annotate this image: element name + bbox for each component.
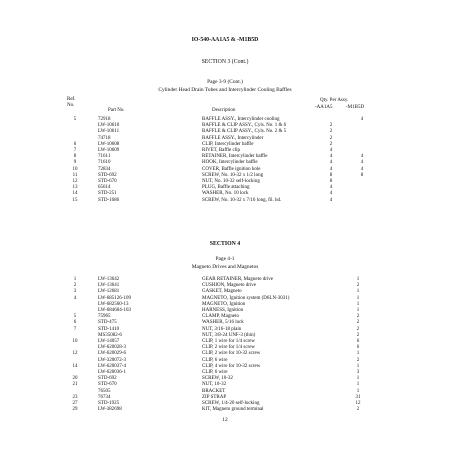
ref-no-cell: 11 [72, 172, 78, 178]
qty-aa1a5-cell: 4 [329, 154, 333, 160]
description-cell: NUT, 3/8-24 UNF-3 (thin) [202, 332, 256, 338]
qty-cell: 1 [356, 289, 360, 295]
part-no-cell: 71611 [98, 154, 111, 160]
qty-cell: 2 [356, 332, 360, 338]
qty-cell: 2 [356, 326, 360, 332]
description-cell: NUT, 3/16-18 plain [202, 326, 242, 332]
part-no-cell: STD-1686 [98, 197, 120, 203]
qty-aa1a5-cell: 2 [329, 141, 333, 147]
qty-cell: 12 [355, 401, 361, 406]
ref-no-cell: 12 [72, 179, 78, 184]
ref-no-cell: 4 [73, 295, 77, 301]
part-no-cell: LW-620036-1 [98, 370, 126, 375]
part-no-cell: LW-10609 [98, 148, 120, 153]
table-row [0, 407, 450, 413]
description-cell: SCREW, No. 10-32 x 7/16 long, fil. hd. [202, 197, 282, 203]
part-no-cell: LW-382698 [98, 407, 122, 413]
column-header-ref-line2: No. [67, 103, 75, 108]
description-cell: HOOK, Intercylinder baffle [202, 160, 258, 166]
ref-no-cell: 6 [73, 320, 77, 326]
description-cell: ZIP STRAP [202, 394, 227, 400]
part-no-cell: LW-10608 [98, 141, 120, 147]
description-cell: CLIP, Intercylinder baffle [202, 141, 254, 147]
column-header-aa1a5: -AA1A5 [315, 105, 333, 110]
ref-no-cell: 3 [73, 289, 77, 295]
qty-m1b5d-cell: 4 [360, 117, 364, 122]
qty-cell: 1 [356, 308, 360, 313]
description-cell: NUT, No. 10-32 self-locking [202, 179, 260, 184]
table-row [0, 198, 450, 204]
ref-no-cell: 5 [73, 117, 77, 122]
description-cell: MAGNETO, Ignition system (D6LN-3031) [202, 295, 290, 301]
page-4-1-subtitle: Magneto Drives and Magnetos [191, 264, 259, 270]
ref-no-cell: 10 [72, 339, 78, 344]
part-no-cell: STD-670 [98, 179, 117, 184]
part-no-cell: STD-670 [98, 382, 117, 388]
description-cell: HARNESS, Ignition [202, 308, 244, 313]
ref-no-cell: 10 [72, 166, 78, 172]
part-no-cell: STD-692 [98, 376, 117, 382]
ref-no-cell: 14 [72, 363, 78, 369]
description-cell: CLIP, 6 wire [202, 357, 228, 363]
qty-aa1a5-cell: 4 [329, 191, 333, 197]
part-no-cell: LW-620029-6 [98, 351, 126, 357]
ref-no-cell: 6 [73, 141, 77, 147]
qty-cell: 1 [356, 301, 360, 307]
part-no-cell: LW-13642 [98, 277, 120, 282]
page-4-1-title: Page 4-1 [215, 256, 235, 262]
page-3-9-title: Page 3-9 (Cont.) [207, 79, 243, 85]
column-header-qty: Qty. Per Assy. [320, 98, 349, 103]
ref-no-cell: 2 [73, 283, 77, 289]
description-cell: CLIP, 2 wire for 1/4 screw [202, 345, 256, 351]
qty-cell: 3 [356, 370, 360, 375]
qty-aa1a5-cell: 4 [329, 160, 333, 166]
description-cell: CUSHION, Magneto drive [202, 283, 257, 289]
description-cell: GASKET, Magneto [202, 289, 242, 295]
part-no-cell: LW-684604-103 [98, 308, 131, 313]
qty-cell: 2 [356, 357, 360, 363]
part-no-cell: LW-682560-13 [98, 301, 129, 307]
description-cell: CLIP, 2 wire for 10-32 screw [202, 351, 261, 357]
part-no-cell: 75965 [98, 314, 111, 320]
description-cell: NUT, 10-32 [202, 382, 227, 388]
description-cell: CLIP, 4 wire for 10-32 screw [202, 363, 261, 369]
ref-no-cell: 7 [73, 148, 77, 153]
document-title: IO-540-AA1A5 & -M1B5D [191, 37, 259, 43]
part-no-cell: LW-620037-4 [98, 363, 126, 369]
description-cell: WASHER, 5/16 lock [202, 320, 244, 326]
qty-cell: 1 [356, 388, 360, 394]
qty-cell: 6 [356, 345, 360, 351]
description-cell: COVER, Baffle ignition hole [202, 166, 261, 172]
part-no-cell: LW-620028-3 [98, 345, 126, 351]
qty-cell: 1 [356, 351, 360, 357]
part-no-cell: LW-12681 [98, 289, 120, 295]
qty-aa1a5-cell: 4 [329, 148, 333, 153]
qty-aa1a5-cell: 2 [329, 135, 333, 141]
ref-no-cell: 8 [73, 154, 77, 160]
qty-cell: 6 [356, 339, 360, 344]
description-cell: BAFFLE & CLIP ASSY., Cyls. No. 1 & 6 [202, 123, 287, 129]
description-cell: BAFFLE ASSY., Intercylinder cooling [202, 117, 280, 122]
column-header-ref-line1: Ref. [67, 97, 76, 102]
qty-aa1a5-cell: 4 [329, 166, 333, 172]
ref-no-cell: 7 [73, 326, 77, 332]
ref-no-cell: 29 [72, 407, 78, 413]
qty-cell: 2 [356, 283, 360, 289]
part-no-cell: LW-13641 [98, 283, 120, 289]
ref-no-cell: 21 [72, 382, 78, 388]
description-cell: GEAR RETAINER, Magneto drive [202, 277, 273, 282]
description-cell: SCREW, No. 10-32 x 1/2 long [202, 172, 264, 178]
part-no-cell: STD-1410 [98, 326, 120, 332]
description-cell: CLIP, 6 wire [202, 370, 228, 375]
qty-cell: 2 [356, 407, 360, 413]
part-no-cell: 76505 [98, 388, 111, 394]
qty-cell: 1 [356, 277, 360, 282]
part-no-cell: LW-14057 [98, 339, 120, 344]
column-header-part-no: Part No. [108, 108, 125, 113]
part-no-cell: 72834 [98, 166, 111, 172]
page-number: 12 [222, 417, 228, 423]
description-cell: PLUG, Baffle attaching [202, 185, 250, 191]
ref-no-cell: 27 [72, 401, 78, 406]
part-no-cell: LW-685126-109 [98, 295, 131, 301]
part-no-cell: 74718 [98, 135, 111, 141]
page-3-9-subtitle: Cylinder Head Drain Tubes and Intercylinder Cooling Baffles [158, 87, 292, 93]
part-no-cell: LW-320072-3 [98, 357, 126, 363]
qty-cell: 1 [356, 295, 360, 301]
column-header-m1b5d: -M1B5D [346, 105, 365, 110]
description-cell: CLIP, 1 wire for 1/4 screw [202, 339, 256, 344]
qty-cell: 2 [356, 314, 360, 320]
qty-aa1a5-cell: 8 [329, 172, 333, 178]
section-4-title: SECTION 4 [209, 241, 241, 247]
qty-cell: 2 [356, 320, 360, 326]
ref-no-cell: 9 [73, 160, 77, 166]
ref-no-cell: 14 [72, 191, 78, 197]
description-cell: SCREW, 10-32 [202, 376, 233, 382]
qty-aa1a5-cell: 8 [329, 179, 333, 184]
part-no-cell: STD-1925 [98, 401, 120, 406]
qty-aa1a5-cell: 4 [329, 197, 333, 203]
qty-cell: 1 [356, 382, 360, 388]
qty-aa1a5-cell: 4 [329, 185, 333, 191]
qty-aa1a5-cell: 2 [329, 123, 333, 129]
description-cell: RIVET, Baffle clip [202, 148, 240, 153]
part-no-cell: STD-475 [98, 320, 117, 326]
part-no-cell: LW-10610 [98, 123, 120, 129]
ref-no-cell: 1 [73, 277, 77, 282]
description-cell: CLAMP, Magneto [202, 314, 239, 320]
part-no-cell: 71610 [98, 160, 111, 166]
column-header-description: Description [212, 108, 236, 113]
qty-m1b5d-cell: 4 [360, 166, 364, 172]
description-cell: SCREW, 1/4-20 self-locking [202, 401, 260, 406]
ref-no-cell: 20 [72, 376, 78, 382]
ref-no-cell: 13 [72, 185, 78, 191]
part-no-cell: 65614 [98, 185, 111, 191]
ref-no-cell: 12 [72, 351, 78, 357]
description-cell: MAGNETO, Ignition [202, 301, 246, 307]
qty-cell: 31 [355, 394, 361, 400]
qty-m1b5d-cell: 4 [360, 154, 364, 160]
qty-m1b5d-cell: 8 [360, 172, 364, 178]
description-cell: WASHER, No. 10 lock [202, 191, 249, 197]
section-3-title: SECTION 3 (Cont.) [201, 59, 249, 65]
qty-m1b5d-cell: 4 [360, 160, 364, 166]
description-cell: BAFFLE & CLIP ASSY., Cyls. No. 2 & 5 [202, 129, 287, 135]
part-no-cell: LW-10611 [98, 129, 120, 135]
description-cell: BRACKET [202, 388, 226, 394]
qty-cell: 1 [356, 376, 360, 382]
part-no-cell: 72918 [98, 117, 111, 122]
qty-cell: 1 [356, 363, 360, 369]
ref-no-cell: 23 [72, 394, 78, 400]
qty-aa1a5-cell: 2 [329, 129, 333, 135]
ref-no-cell: 15 [72, 197, 78, 203]
part-no-cell: STD-692 [98, 172, 117, 178]
description-cell: BAFFLE ASSY., Intercylinder [202, 135, 264, 141]
part-no-cell: MS35082-6 [98, 332, 122, 338]
part-no-cell: STD-251 [98, 191, 117, 197]
description-cell: RETAINER, Intercylinder baffle [202, 154, 268, 160]
description-cell: KIT, Magneto ground terminal [202, 407, 264, 413]
part-no-cell: 76734 [98, 394, 111, 400]
ref-no-cell: 5 [73, 314, 77, 320]
